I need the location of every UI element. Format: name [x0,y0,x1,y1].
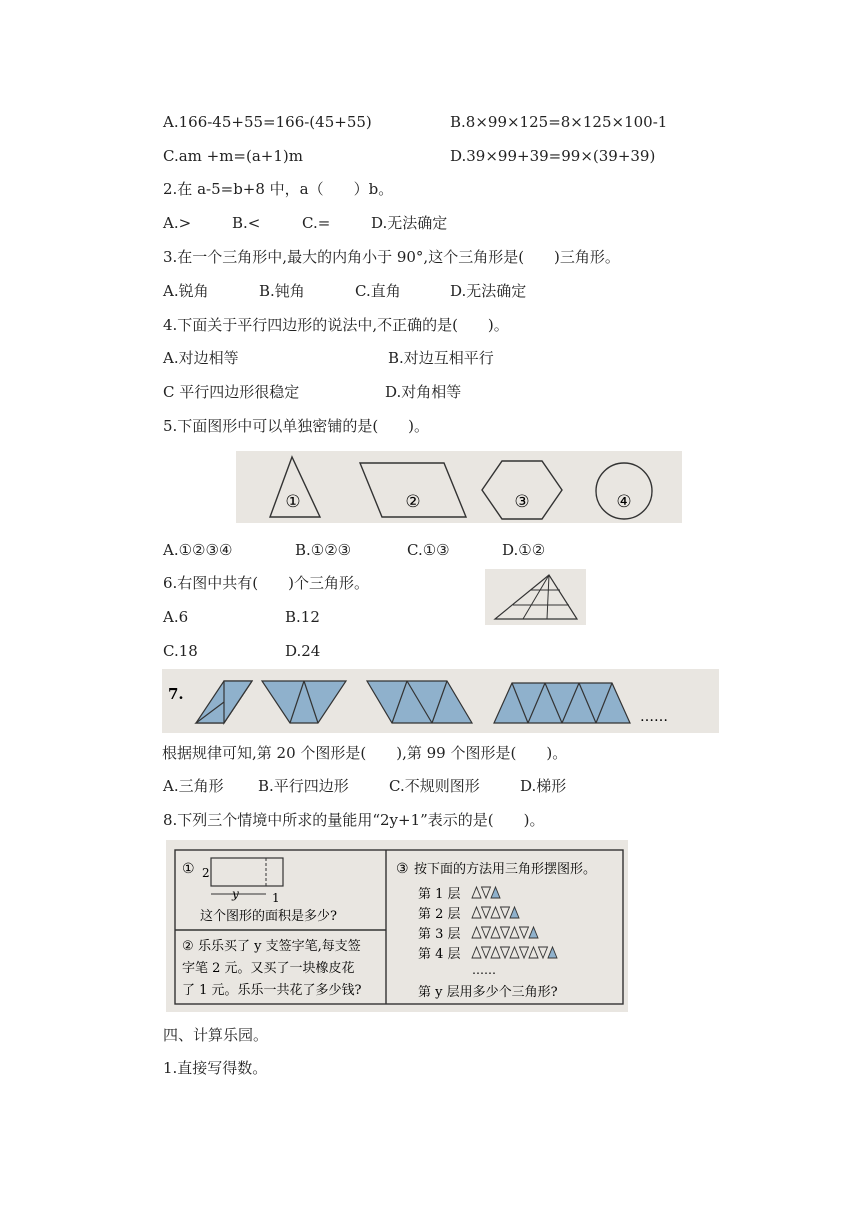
layer-triangle [472,927,481,938]
svg-text:了 1 元。乐乐一共花了多少钱?: 了 1 元。乐乐一共花了多少钱? [182,983,362,998]
layer-triangle [501,907,510,918]
q1-option-c: C.am +m=(a+1)m [163,147,303,165]
shape-label-2: ② [405,492,421,512]
layer-triangle [510,907,519,918]
q5-option-a: A.①②③④ [163,541,233,559]
svg-text:第 1 层: 第 1 层 [418,887,461,902]
layer-triangle [520,927,529,938]
scenario-panel-1 [182,858,337,924]
q8-scenarios-figure [166,840,628,1012]
q6-option-b: B.12 [285,608,320,626]
q5-option-b: B.①②③ [295,541,352,559]
q4-option-b: B.对边互相平行 [388,349,494,367]
svg-text:②: ② [182,939,194,954]
q1-option-d: D.39×99+39=99×(39+39) [450,147,656,165]
q7-option-b: B.平行四边形 [258,777,349,795]
layer-triangle [472,907,481,918]
svg-text:y: y [232,887,239,901]
q4-stem: 4.下面关于平行四边形的说法中,不正确的是( )。 [163,316,509,334]
layer-triangle [482,907,491,918]
layer-triangle [510,947,519,958]
svg-text:这个图形的面积是多少?: 这个图形的面积是多少? [200,909,337,924]
q7-pattern-figure [162,669,719,733]
layer-triangle [491,947,500,958]
q4-option-c: C 平行四边形很稳定 [163,383,300,401]
layer-triangle [472,887,481,898]
svg-text:第 4 层: 第 4 层 [418,947,461,962]
q6-triangle-figure [485,569,586,625]
layer-triangle [491,927,500,938]
layer-triangle [482,947,491,958]
q2-option-d: D.无法确定 [371,214,448,232]
q1-option-a: A.166-45+55=166-(45+55) [163,113,372,131]
shape-label-4: ④ [616,492,632,512]
shape-label-3: ③ [514,492,530,512]
q3-stem: 3.在一个三角形中,最大的内角小于 90°,这个三角形是( )三角形。 [163,248,620,266]
layer-triangle [501,947,510,958]
shape-label-1: ① [285,492,301,512]
layer-triangle [482,927,491,938]
layer-triangle [482,887,491,898]
svg-text:1: 1 [272,891,280,905]
q3-option-d: D.无法确定 [450,282,527,300]
svg-text:第 2 层: 第 2 层 [418,907,461,922]
q5-option-d: D.①② [502,541,546,559]
svg-text:按下面的方法用三角形摆图形。: 按下面的方法用三角形摆图形。 [414,862,597,877]
layer-triangle [529,927,538,938]
section4-item1: 1.直接写得数。 [163,1059,268,1077]
layer-triangle [510,927,519,938]
q7-option-c: C.不规则图形 [389,777,480,795]
q6-stem: 6.右图中共有( )个三角形。 [163,574,370,592]
q7-option-a: A.三角形 [163,777,224,795]
q7-ellipsis: …… [640,709,668,725]
q4-option-a: A.对边相等 [163,349,239,367]
q6-option-a: A.6 [163,608,189,626]
q3-option-b: B.钝角 [259,282,305,300]
svg-text:……: …… [472,963,496,977]
q7-option-d: D.梯形 [520,777,567,795]
q5-shapes-figure [236,451,682,523]
q2-option-a: A.> [163,214,192,232]
svg-text:乐乐买了 y 支签字笔,每支签: 乐乐买了 y 支签字笔,每支签 [198,939,361,954]
svg-text:第 3 层: 第 3 层 [418,927,461,942]
layer-triangle [548,947,557,958]
q1-option-b: B.8×99×125=8×125×100-1 [450,113,668,131]
q5-option-c: C.①③ [407,541,450,559]
q6-option-d: D.24 [285,642,321,660]
svg-text:③: ③ [396,861,409,877]
q2-stem: 2.在 a-5=b+8 中，a（ ）b。 [163,180,394,198]
q7-stem: 根据规律可知,第 20 个图形是( ),第 99 个图形是( )。 [162,744,568,762]
q3-option-a: A.锐角 [163,282,209,300]
q8-stem: 8.下列三个情境中所求的量能用“2y+1”表示的是( )。 [163,811,545,829]
section4-title: 四、计算乐园。 [163,1026,269,1044]
scenario-panel-2 [182,938,362,998]
q2-option-b: B.< [232,214,261,232]
svg-text:2: 2 [202,866,210,880]
q4-option-d: D.对角相等 [385,383,462,401]
layer-triangle [529,947,538,958]
layer-triangle [491,907,500,918]
layer-triangle [472,947,481,958]
layer-triangle [539,947,548,958]
q3-option-c: C.直角 [355,282,401,300]
svg-text:①: ① [182,861,195,877]
q7-number: 7. [168,685,184,703]
layer-triangle [491,887,500,898]
svg-text:字笔 2 元。又买了一块橡皮花: 字笔 2 元。又买了一块橡皮花 [182,961,355,976]
q6-option-c: C.18 [163,642,198,660]
q5-stem: 5.下面图形中可以单独密铺的是( )。 [163,417,430,435]
svg-text:第 y 层用多少个三角形?: 第 y 层用多少个三角形? [418,985,558,1000]
scenario-panel-3 [396,861,596,1000]
layer-triangle [501,927,510,938]
layer-triangle [520,947,529,958]
q2-option-c: C.= [302,214,331,232]
